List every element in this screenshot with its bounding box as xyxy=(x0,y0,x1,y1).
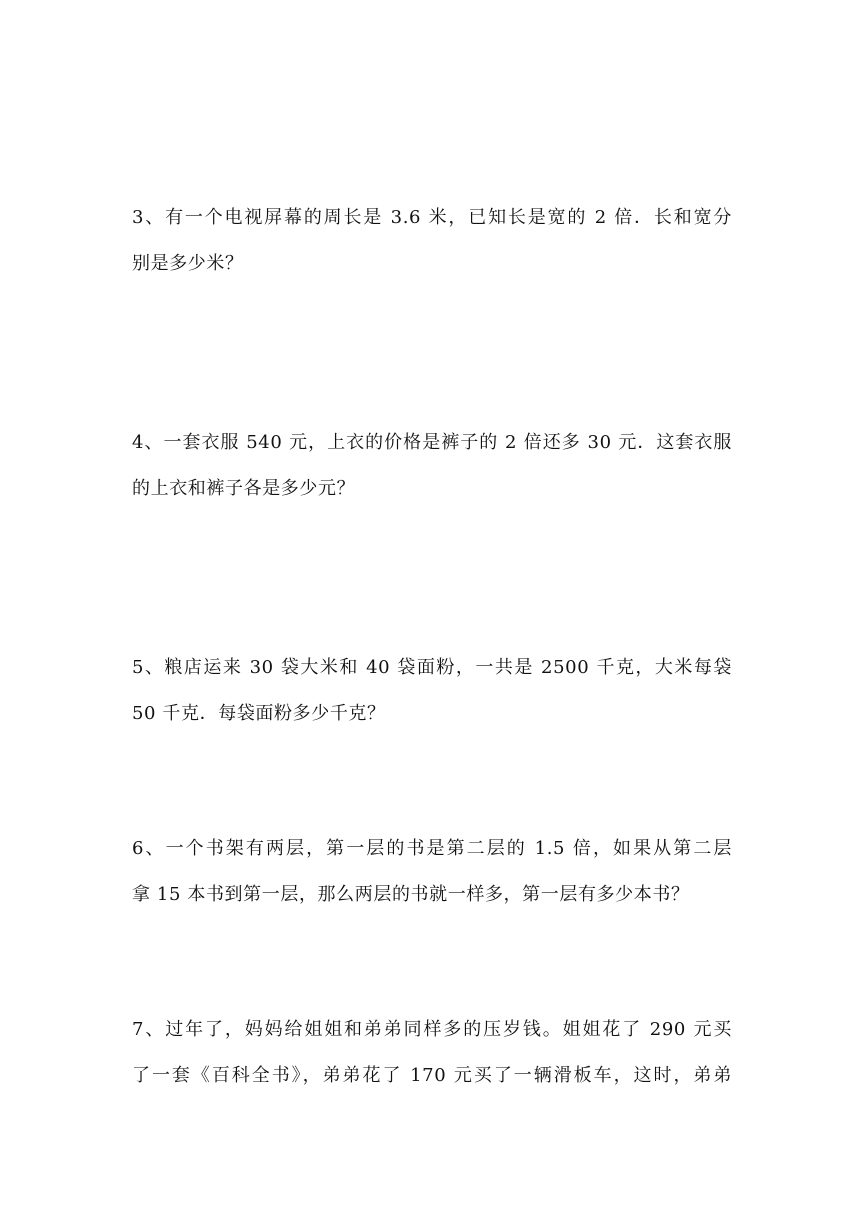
problem-4-line-2: 的上衣和裤子各是多少元？ xyxy=(132,478,356,499)
problem-3 xyxy=(132,195,732,287)
problem-3-line-1: 3、有一个电视屏幕的周长是 3.6 米，已知长是宽的 2 倍．长和宽分 xyxy=(132,207,732,228)
problem-7-line-2: 了一套《百科全书》，弟弟花了 170 元买了一辆滑板车，这时，弟弟 xyxy=(132,1065,732,1086)
problem-5 xyxy=(132,645,732,737)
problem-5-line-2: 50 千克．每袋面粉多少千克？ xyxy=(132,703,386,724)
problem-4 xyxy=(132,420,732,512)
problem-6-line-1: 6、一个书架有两层，第一层的书是第二层的 1.5 倍，如果从第二层 xyxy=(132,838,732,859)
problem-7 xyxy=(132,1007,732,1099)
problem-6 xyxy=(132,826,732,918)
problem-7-line-1: 7、过年了，妈妈给姐姐和弟弟同样多的压岁钱。姐姐花了 290 元买 xyxy=(132,1019,732,1040)
problem-6-line-2: 拿 15 本书到第一层，那么两层的书就一样多，第一层有多少本书？ xyxy=(132,884,690,905)
problem-3-line-2: 别是多少米？ xyxy=(132,253,244,274)
problem-4-line-1: 4、一套衣服 540 元，上衣的价格是裤子的 2 倍还多 30 元．这套衣服 xyxy=(132,432,732,453)
problem-5-line-1: 5、粮店运来 30 袋大米和 40 袋面粉，一共是 2500 千克，大米每袋 xyxy=(132,657,732,678)
